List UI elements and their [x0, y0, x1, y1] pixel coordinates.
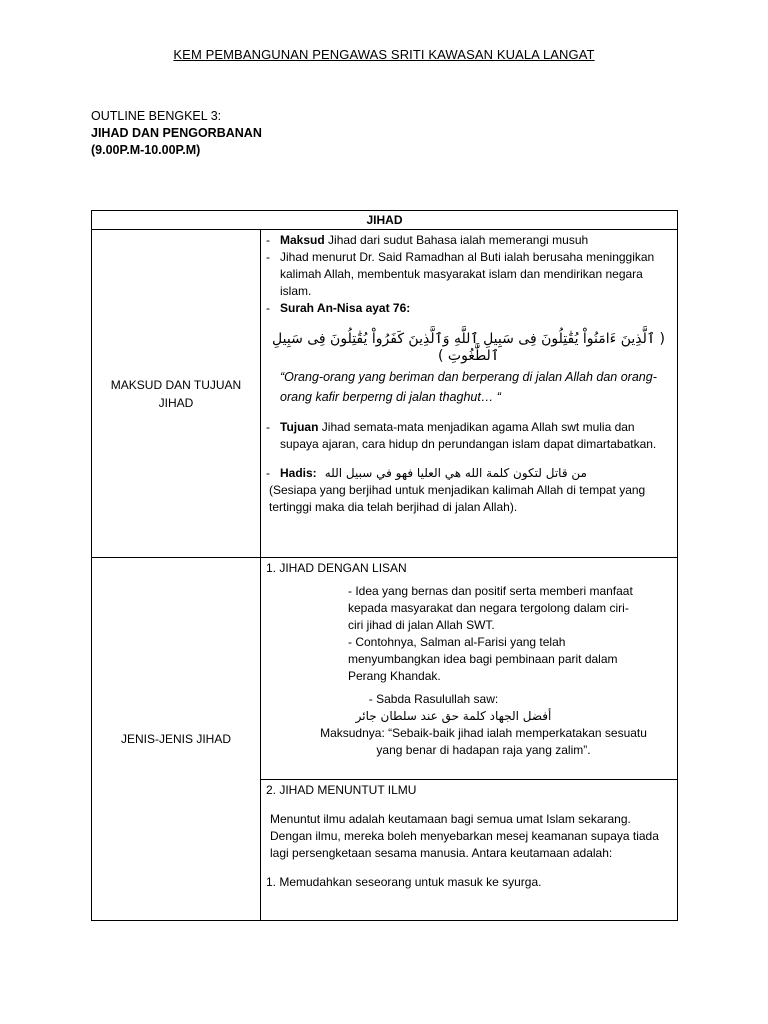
bullet-tujuan: - Tujuan Jihad semata-mata menjadikan agama Allah swt mulia dan supaya ajaran, cara hidup dn perundangan islam dapat dimartabatkan. — [266, 420, 657, 451]
workshop-time: (9.00P.M-10.00P.M) — [91, 143, 201, 157]
hadis-label: Hadis: — [280, 466, 317, 480]
surah-label: Surah An-Nisa ayat 76: — [280, 301, 411, 315]
maksud-text: Jihad dari sudut Bahasa ialah memerangi musuh — [324, 233, 589, 247]
table-header: JIHAD — [92, 211, 678, 230]
ilmu-paragraph: Menuntut ilmu adalah keutamaan bagi semua umat Islam sekarang. Dengan ilmu, mereka boleh menyebarkan mesej keamanan supaya tiada lagi persengketaan sesama manusia. Antara keutamaan adalah: — [270, 812, 659, 860]
lisan-title: 1. JIHAD DENGAN LISAN — [266, 561, 407, 575]
ilmu-point-1: 1. Memudahkan seseorang untuk masuk ke syurga. — [266, 875, 542, 889]
outline-block — [91, 108, 262, 159]
sabda-maksudnya: Maksudnya: “Sebaik-baik jihad ialah memperkatakan sesuatu yang benar di hadapan raja yang zalim”. — [320, 726, 647, 757]
bullet-jihad-menurut: - Jihad menurut Dr. Said Ramadhan al Buti ialah berusaha meninggikan kalimah Allah, membentuk masyarakat islam dan mendirikan negara islam. — [266, 249, 671, 300]
row-content-lisan — [261, 558, 678, 780]
hadis-translation: (Sesiapa yang berjihad untuk menjadikan kalimah Allah di tempat yang tertinggi maka dia telah berjihad di jalan Allah). — [269, 483, 646, 514]
ayat-arabic: ( ٱلَّذِينَ ءَامَنُواْ يُقَٰتِلُونَ فِى سَبِيلِ ٱللَّهِ وَٱلَّذِينَ كَفَرُواْ يُقَٰتِلُونَ فِى سَبِيلِ ٱلطَّٰغُوتِ ) — [272, 331, 665, 364]
bullet-hadis: - Hadis: من قاتل لتكون كلمة الله هي العليا فهو في سبيل الله — [266, 466, 587, 480]
row-label-jenis: JENIS-JENIS JIHAD — [92, 558, 261, 921]
ayat-translation: “Orang-orang yang beriman dan berperang di jalan Allah dan orang-orang kafir berperng di jalan thaghut… “ — [280, 370, 657, 404]
sabda-arabic: أفضل الجهاد كلمة حق عند سلطان جائر — [355, 709, 552, 723]
sabda-label: - Sabda Rasulullah saw: — [368, 692, 499, 706]
document-title: KEM PEMBANGUNAN PENGAWAS SRITI KAWASAN KUALA LANGAT — [173, 47, 595, 62]
row-content-ilmu — [261, 780, 678, 921]
lisan-point-2: - Contohnya, Salman al-Farisi yang telah menyumbangkan idea bagi pembinaan parit dalam Perang Khandak. — [348, 635, 618, 683]
lisan-point-1: - Idea yang bernas dan positif serta memberi manfaat kepada masyarakat dan negara tergolong dalam ciri-ciri jihad di jalan Allah SWT. — [348, 584, 633, 632]
maksud-bold: Maksud — [280, 233, 325, 247]
hadis-arabic: من قاتل لتكون كلمة الله هي العليا فهو في سبيل الله — [324, 466, 587, 480]
jihad-table — [91, 210, 678, 921]
jihad-menurut-text: Jihad menurut Dr. Said Ramadhan al Buti ialah berusaha meninggikan kalimah Allah, membentuk masyarakat islam dan mendirikan negara islam. — [280, 250, 655, 298]
row-content-maksud — [261, 230, 678, 558]
outline-heading: OUTLINE BENGKEL 3: — [91, 109, 222, 123]
tujuan-bold: Tujuan — [280, 420, 319, 434]
bullet-maksud: - Maksud Jihad dari sudut Bahasa ialah memerangi musuh — [266, 233, 589, 247]
bullet-surah: - Surah An-Nisa ayat 76: — [266, 300, 671, 317]
tujuan-text: Jihad semata-mata menjadikan agama Allah swt mulia dan supaya ajaran, cara hidup dn perundangan islam dapat dimartabatkan. — [280, 420, 657, 451]
workshop-topic: JIHAD DAN PENGORBANAN — [91, 126, 262, 140]
ilmu-title: 2. JIHAD MENUNTUT ILMU — [266, 783, 417, 797]
row-label-maksud: MAKSUD DAN TUJUAN JIHAD — [92, 230, 261, 558]
